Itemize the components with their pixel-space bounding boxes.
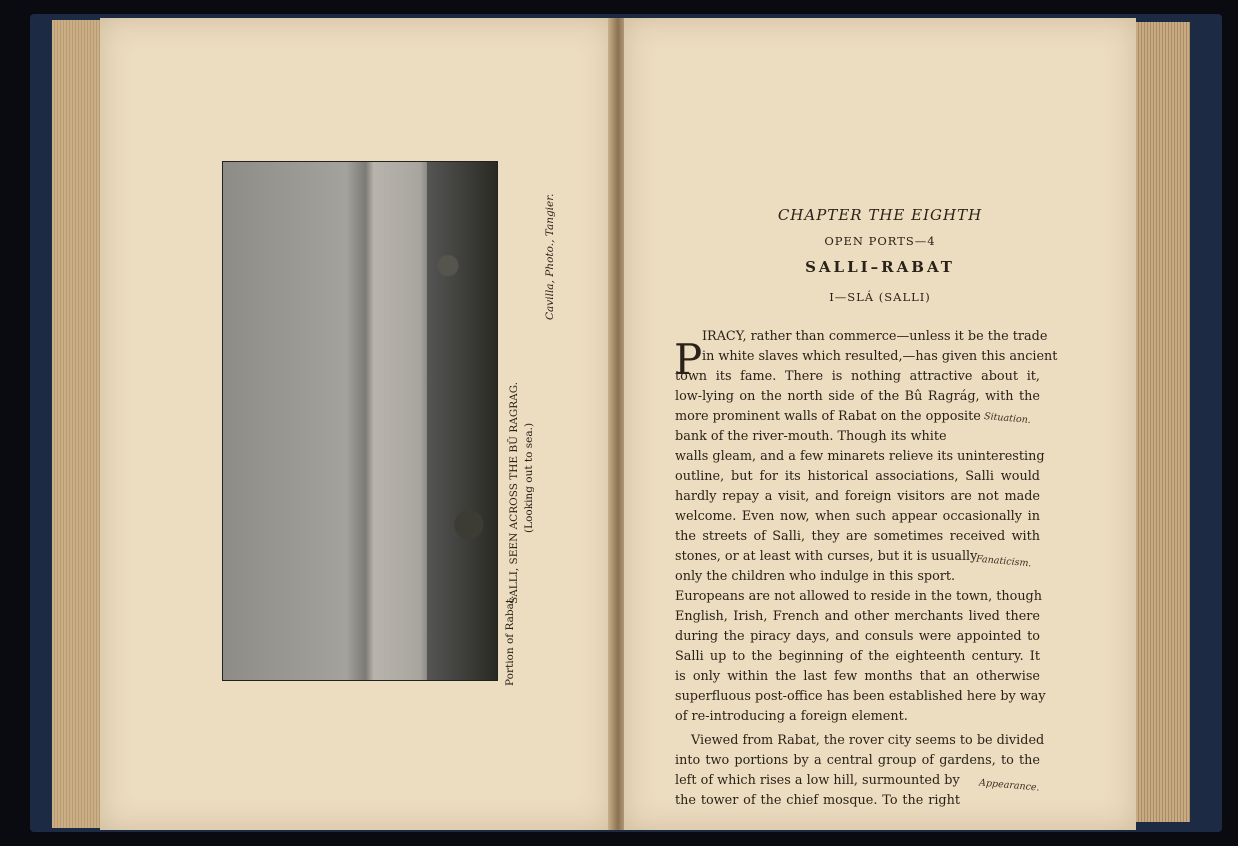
text-line: into two portions by a central group of gardens, to the — [675, 753, 1040, 768]
left-page — [100, 18, 612, 830]
margin-note-situation: Situation. — [983, 410, 1032, 427]
chapter-title: CHAPTER THE EIGHTH — [777, 206, 983, 224]
photo-shoreline — [427, 162, 497, 680]
text-line: English, Irish, French and other merchants lived there — [675, 609, 1040, 624]
caption-main: SALLI, SEEN ACROSS THE BŪ RAGRAG. — [508, 381, 520, 604]
caption-left: Portion of Rabat. — [504, 595, 516, 686]
chapter-subtitle: OPEN PORTS—4 — [824, 234, 936, 248]
section-title: SALLI–RABAT — [805, 258, 955, 276]
text-line: Viewed from Rabat, the rover city seems to be divided — [691, 733, 1045, 748]
text-line: stones, or at least with curses, but it is usually — [675, 549, 978, 564]
right-page — [624, 18, 1136, 830]
text-line: of re-introducing a foreign element. — [675, 709, 908, 724]
caption-sub: (Looking out to sea.) — [523, 422, 535, 533]
text-line: the streets of Salli, they are sometimes received with — [675, 529, 1040, 544]
text-line: left of which rises a low hill, surmounted by — [675, 773, 960, 788]
text-line: hardly repay a visit, and foreign visitors are not made — [675, 489, 1040, 504]
text-line: is only within the last few months that an otherwise — [675, 669, 1040, 684]
text-line: more prominent walls of Rabat on the opposite — [675, 409, 981, 424]
subsection-title: I—SLÁ (SALLI) — [829, 290, 931, 304]
drop-cap: P — [674, 335, 703, 384]
text-line: Salli up to the beginning of the eighteenth century. It — [675, 649, 1040, 664]
page-edges-right — [1130, 22, 1190, 822]
margin-note-fanaticism: Fanaticism. — [975, 553, 1032, 570]
text-line: during the piracy days, and consuls were appointed to — [675, 629, 1040, 644]
text-line: Europeans are not allowed to reside in the town, though — [675, 589, 1042, 604]
text-line: IRACY, rather than commerce—unless it be the trade — [702, 329, 1048, 344]
text-line: welcome. Even now, when such appear occasionally in — [675, 509, 1040, 524]
text-line: outline, but for its historical associations, Salli would — [675, 469, 1040, 484]
text-line: superfluous post-office has been established here by way — [675, 689, 1046, 704]
caption-credit: Cavilla, Photo., Tangier. — [544, 193, 556, 320]
margin-note-appearance: Appearance. — [978, 777, 1040, 794]
text-line: walls gleam, and a few minarets relieve its uninteresting — [675, 449, 1045, 464]
photograph-salli — [222, 161, 498, 681]
text-line: town its fame. There is nothing attractive about it, — [675, 369, 1040, 384]
text-line: bank of the river-mouth. Though its white — [675, 429, 947, 444]
text-line: in white slaves which resulted,—has given this ancient — [702, 349, 1058, 364]
text-line: the tower of the chief mosque. To the right — [675, 793, 960, 808]
text-line: low-lying on the north side of the Bû Ragrág, with the — [675, 389, 1040, 404]
text-line: only the children who indulge in this sport. — [675, 569, 956, 584]
